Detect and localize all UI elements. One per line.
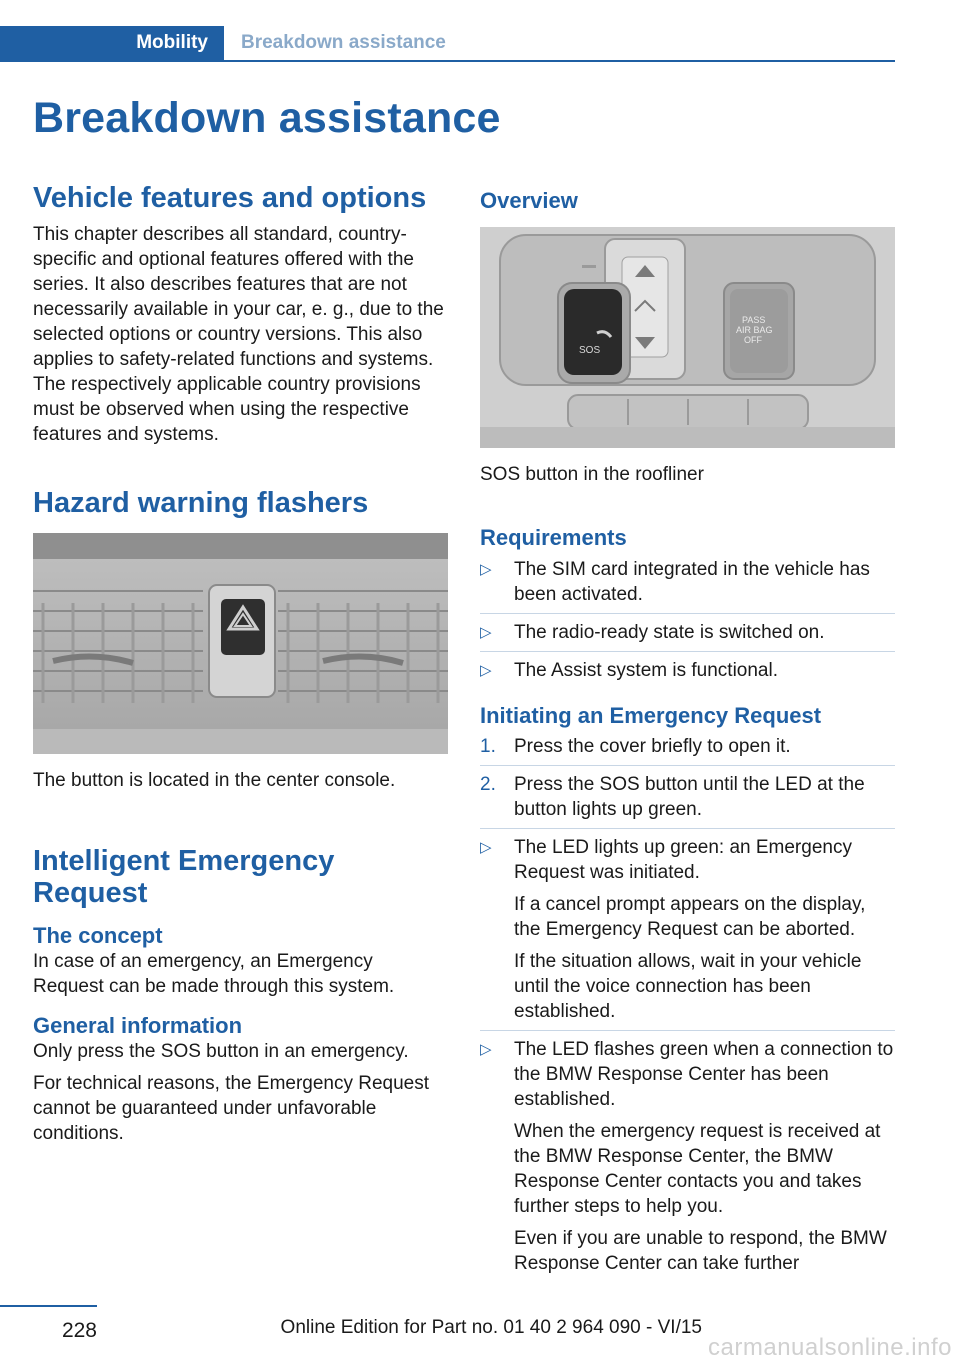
overview-caption: SOS button in the roofliner [480, 464, 704, 485]
initiating-list [480, 734, 895, 1276]
airbag-label: AIR BAG [736, 325, 773, 335]
list-item: ▷ The radio-ready state is switched on. [480, 613, 895, 645]
hazard-heading: Hazard warning flashers [33, 487, 369, 519]
step-number: 1. [480, 736, 496, 757]
sos-label: SOS [579, 345, 601, 356]
footer-rule [0, 1305, 97, 1307]
right-column [480, 182, 895, 1276]
list-item: ▷ The SIM card integrated in the vehicle has been activated. [480, 559, 870, 605]
vehicle-features-body: This chapter describes all standard, country-specific and optional features offered with the series. It also describes features that are not necessarily available in your car, e. g., due to the selected options or country versions. This also applies to safety-related functions and systems. The respectively applicable country provisions must be observed when using the respective features and systems. [33, 224, 444, 445]
concept-heading: The concept [33, 923, 163, 948]
triangle-bullet-icon: ▷ [480, 624, 492, 641]
sos-button-image [480, 227, 895, 448]
list-item: ▷ The Assist system is functional. [480, 651, 895, 683]
general-body-1: Only press the SOS button in an emergency. [33, 1041, 409, 1062]
vehicle-features-heading: Vehicle features and options [33, 182, 427, 214]
hazard-button-image [33, 533, 448, 754]
concept-body: In case of an emergency, an Emergency Request can be made through this system. [33, 951, 395, 997]
triangle-bullet-icon: ▷ [480, 1041, 492, 1058]
section-tab[interactable]: Mobility [0, 26, 224, 60]
step-number: 2. [480, 774, 496, 795]
general-body-2: For technical reasons, the Emergency Request cannot be guaranteed under unfavorable conditions. [33, 1073, 430, 1144]
intelligent-heading: Intelligent Emergency Request [33, 845, 335, 909]
list-item: 2. Press the SOS button until the LED at the button lights up green. [480, 765, 895, 822]
triangle-bullet-icon: ▷ [480, 839, 492, 856]
requirements-heading: Requirements [480, 525, 627, 550]
triangle-bullet-icon: ▷ [480, 561, 492, 578]
off-label: OFF [744, 335, 762, 345]
requirements-list [480, 557, 895, 683]
list-item: 1. Press the cover briefly to open it. [480, 736, 791, 757]
edition-text: Online Edition for Part no. 01 40 2 964 090 - VI/15 [280, 1317, 702, 1338]
page-number-block [0, 1305, 97, 1343]
sos-illustration [480, 227, 895, 448]
page-number: 228 [61, 1319, 97, 1342]
overview-heading: Overview [480, 188, 578, 213]
left-column [33, 182, 448, 1146]
watermark: carmanualsonline.info [708, 1334, 952, 1361]
hazard-illustration [33, 533, 448, 754]
triangle-bullet-icon: ▷ [480, 662, 492, 679]
general-heading: General information [33, 1013, 243, 1038]
pass-label: PASS [742, 315, 766, 325]
hazard-caption: The button is located in the center console. [33, 770, 396, 791]
page-title: Breakdown assistance [33, 94, 501, 142]
initiating-heading: Initiating an Emergency Request [480, 703, 822, 728]
page-tab[interactable]: Breakdown assistance [241, 32, 446, 53]
list-item: ▷ The LED lights up green: an Emergency Request was initiated. If a cancel prompt appears on the display, the Emergency Request can be aborted. If the situation allows, wait in your vehicle until the voice connection has been established. [480, 828, 895, 1024]
header-rule [0, 60, 895, 62]
list-item: ▷ The LED flashes green when a connection to the BMW Response Center has been established. When the emergency request is received at the BMW Response Center, the BMW Response Center contacts you and takes further steps to help you. Even if you are unable to respond, the BMW Response Center can take further [480, 1030, 895, 1276]
running-header [0, 26, 895, 62]
